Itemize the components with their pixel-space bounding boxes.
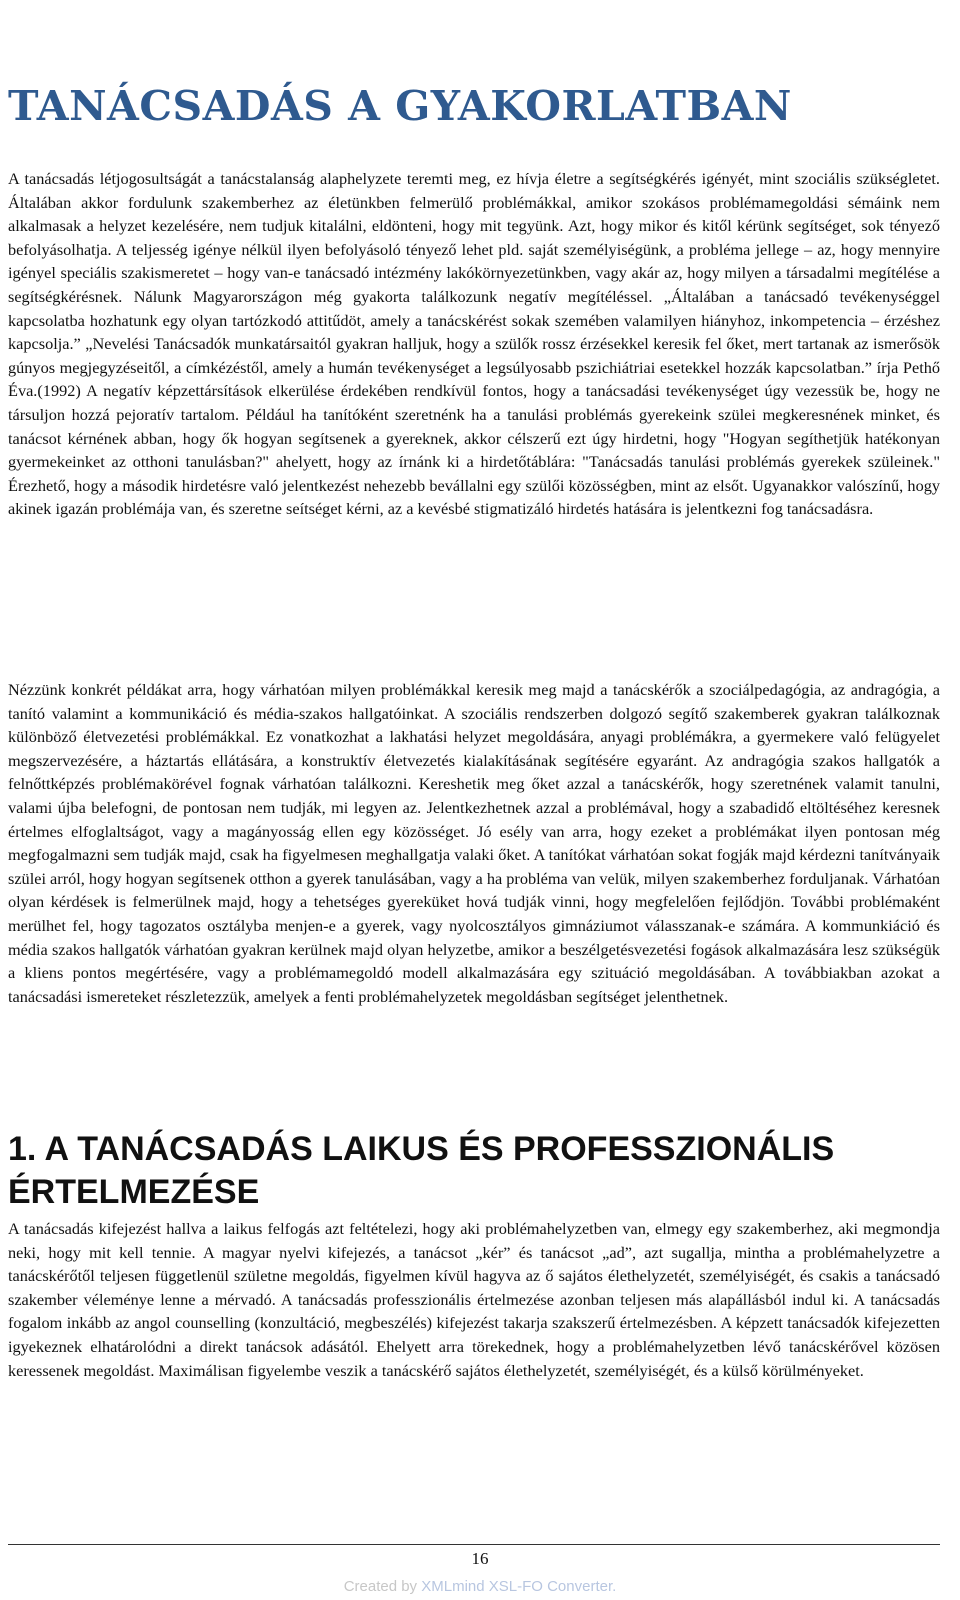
credit-link[interactable]: XMLmind XSL-FO Converter. [421,1578,617,1595]
page-title: TANÁCSADÁS A GYAKORLATBAN [8,82,792,130]
body-paragraph-1: A tanácsadás létjogosultságát a tanácstalanság alaphelyzete teremti meg, ez hívja életre a segítségkérés igényét, mint szociális szükségletet. Általában akkor fordulunk szakemberhez az életünkben felmerülő problémákkal, amikor szokásos problémamegoldási sémáink nem alkalmasak a helyzet kezelésére, nem tudjuk kitalálni, eldönteni, hogy mit tegyünk. Azt, hogy mikor és kitől kérünk segítséget, sok tényező befolyásolhatja. A teljesség igénye nélkül ilyen befolyásoló tényező lehet pld. saját személyiségünk, a probléma jellege – az, hogy mennyire igényel speciális szakismeretet – hogy van-e tanácsadó intézmény lakókörnyezetünkben, vagy akár az, hogy milyen a társadalmi megítélése a segítségkérésnek. Nálunk Magyarországon még gyakorta találkozunk negatív megítéléssel. „Általában a tanácsadó tevékenységgel kapcsolatba hozhatunk egy olyan tartózkodó attitűdöt, amely a tanácskérést sokak szemében valamilyen hiányhoz, inkompetencia – érzéshez kapcsolja.” „Nevelési Tanácsadók munkatársaitól gyakran halljuk, hogy a szülők rossz érzésekkel keresik fel őket, mert tartanak az ismerősök gúnyos megjegyzéseitől, a címkézéstől, amely a humán tevékenységet a legsúlyosabb pszichiátriai esetekkel hozzák kapcsolatban.” írja Pethő Éva.(1992) A negatív képzettársítások elkerülése érdekében rendkívül fontos, hogy a tanácsadási tevékenységet úgy vezessük be, hogy ne társuljon hozzá pejoratív tartalom. Például ha tanítóként szeretnénk ha a tanulási problémás gyerekeink szülei megkeresnének minket, és tanácsot kérnének abban, hogy ők hogyan segítsenek a gyereknek, akkor célszerű ezt úgy hirdetni, hogy "Hogyan segíthetjük hatékonyan gyermekeinket az otthoni tanulásban?" ahelyett, hogy az írnánk ki a hirdetőtáblára: "Tanácsadás tanulási problémás gyerekek szüleinek." Érezhető, hogy a második hirdetésre való jelentkezést nehezebb bevállalni egy szülői közösségben, mint az elsőt. Ugyanakkor valószínű, hogy akinek igazán problémája van, és szeretne seítséget kérni, az a kevésbé stigmatizáló hirdetés hatására is jelentkezni fog tanácsadásra. [8,169,940,519]
converter-credit [0,1578,960,1595]
page-number: 16 [471,1549,489,1568]
section-paragraph: A tanácsadás kifejezést hallva a laikus felfogás azt feltételezi, hogy aki problémahelyzetben van, elmegy egy szakemberhez, aki megmondja neki, hogy mit kell tennie. A magyar nyelvi kifejezés, a tanácsot „kér” és tanácsot „ad”, azt sugallja, mintha a problémahelyzetre a tanácskérőtől teljesen függetlenül születne megoldás, figyelmen kívül hagyva az ő sajátos élethelyzetét, személyiségét, és csakis a tanácsadó szakember véleménye lenne a mérvadó. A tanácsadás professzionális értelmezése azonban teljesen más alapállásból indul ki. A tanácsadás fogalom inkább az angol counselling (konzultáció, megbeszélés) kifejezést takarja szakszerű értelmezésben. A képzett tanácsadók kifejezetten igyekeznek elhatárolódni a direkt tanácsok adásától. Ehelyett arra törekednek, hogy a problémahelyzetben lévő tanácskérővel közösen keressenek megoldást. Maximálisan figyelembe veszik a tanácskérő sajátos élethelyzetét, személyiségét, és a külső körülményeket. [8,1219,940,1380]
footer-divider [8,1544,940,1545]
section-heading: 1. A TANÁCSADÁS LAIKUS ÉS PROFESSZIONÁLIS ÉRTELMEZÉSE [8,1130,835,1211]
credit-prefix: Created by [343,1578,422,1595]
body-paragraph-2: Nézzünk konkrét példákat arra, hogy várhatóan milyen problémákkal keresik meg majd a tanácskérők a szociálpedagógia, az andragógia, a tanító valamint a kommunikáció és média-szakos hallgatóinkat. A szociális rendszerben dolgozó segítő szakemberek gyakran találkoznak különböző életvezetési problémákkal. Ez vonatkozhat a lakhatási helyzet megoldására, anyagi problémákra, a gyermekere való felügyelet megszervezésére, a háztartás ellátására, a konstruktív életvezetés kialakításának segítésére egyaránt. Az andragógia szakos hallgatók a felnőttképzés problémakörével fognak várhatóan találkozni. Kereshetik meg őket azzal a tanácskérők, hogy szeretnének valamit tanulni, valami újba belefogni, de pontosan nem tudják, mi legyen az. Jelentkezhetnek azzal a problémával, hogy a szabadidő eltöltéséhez keresnek értelmes elfoglaltságot, vagy a magányosság ellen egy közösséget. Jó esély van arra, hogy ezeket a problémákat ilyen pontosan még megfogalmazni sem tudják majd, csak ha figyelmesen meghallgatja valaki őket. A tanítókat várhatóan sokat fogják majd kérdezni tanítványaik szülei arról, hogy hogyan segítsenek otthon a gyerek tanulásában, vagy a ha probléma van velük, milyen szakemberhez forduljanak. Várhatóan olyan kérdések is felmerülnek majd, hogy a tehetséges gyereküket hová tudják vinni, hogy megfelelően fejlődjön. További problémaként merülhet fel, hogy tagozatos osztályba menjen-e a gyerek, vagy nyolcosztályos gimnáziumot válasszanak-e számára. A kommunkiáció és média szakos hallgatók várhatóan gyakran kerülnek majd olyan helyzetbe, amikor a beszélgetésvezetési fogások alkalmazására lesz szükségük a kliens pontos megértésére, vagy a problémamegoldó modell alkalmazására egy szituáció megoldásában. A továbbiakban azokat a tanácsadási ismereteket részletezzük, amelyek a fenti problémahelyzetek megoldásban segítséget jelenthetnek. [8,680,940,1006]
